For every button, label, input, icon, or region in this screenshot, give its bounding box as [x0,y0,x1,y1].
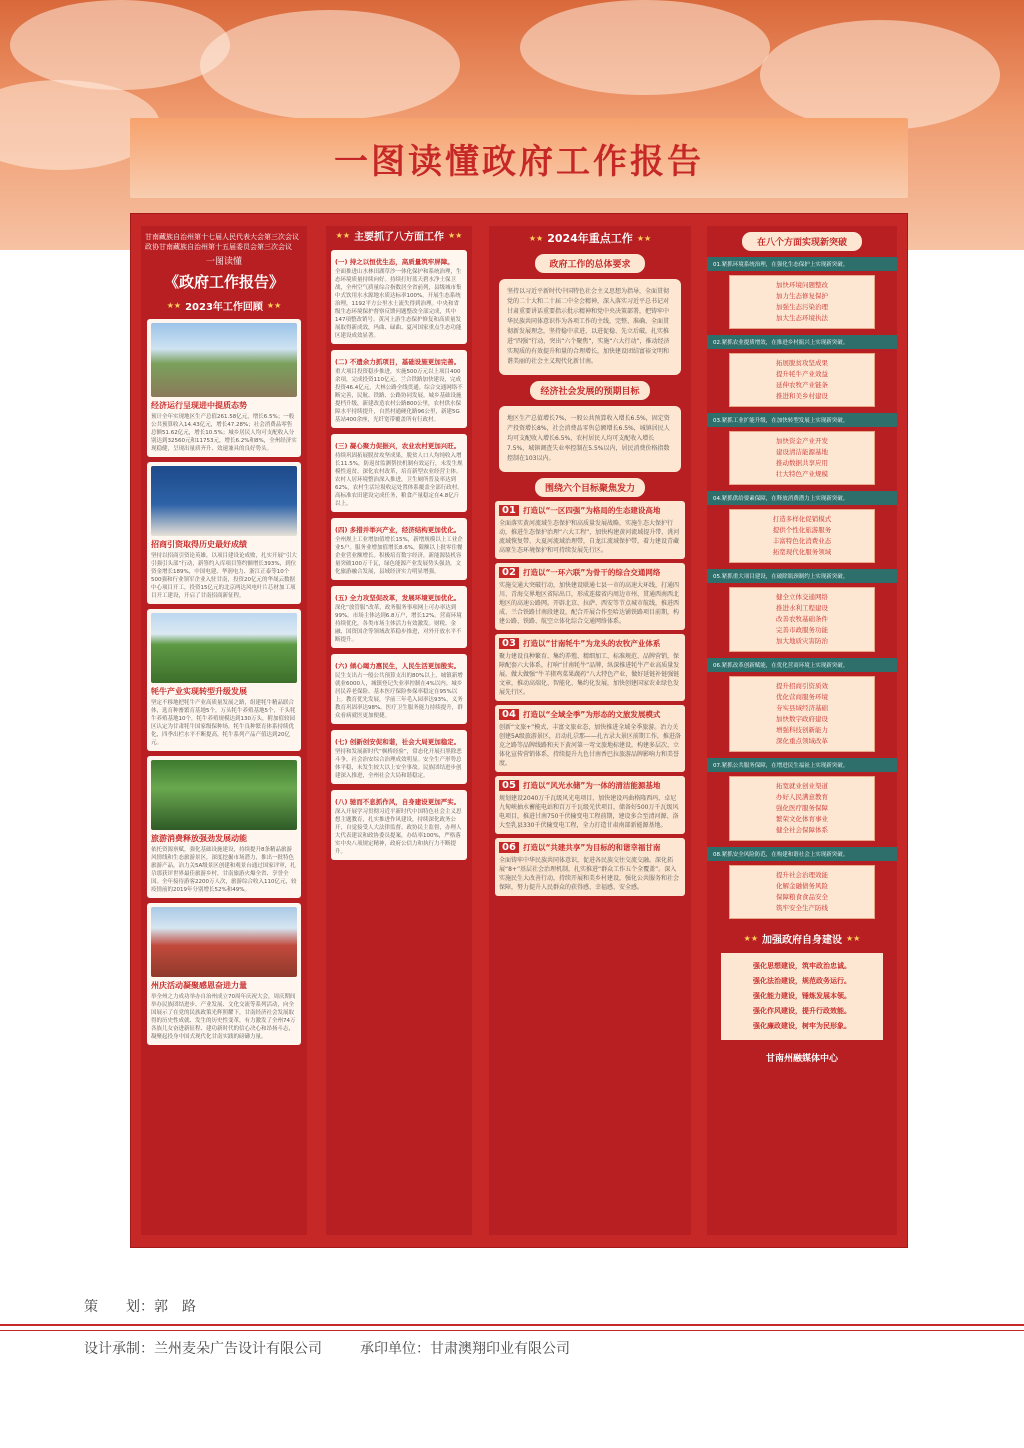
breakthrough-item: 丰富特色化消费业态 [772,537,832,545]
review-card-title: 经济运行呈现进中提质态势 [151,401,247,410]
breakthrough-item: 拓宽现代化服务领域 [772,548,832,556]
conference-logo [141,226,307,254]
report-name: 《政府工作报告》 [163,273,284,291]
review-card [147,462,301,604]
goal-number: 01 [499,505,519,516]
review-card-title: 招商引资取得历史最好成绩 [151,540,247,549]
breakthrough-item: 壮大特色产业规模 [776,470,828,478]
breakthrough-list [729,431,875,485]
breakthrough-item: 加强生态污染治理 [776,303,828,311]
goal-title-row [499,567,681,578]
work-card [331,730,467,784]
breakthrough-item: 办好人民满意教育 [776,793,828,801]
eight-works-column [326,226,472,1235]
targets-label: 经济社会发展的预期目标 [530,381,650,400]
breakthrough-item: 增强科技创新能力 [776,726,828,734]
self-build-item: 强化廉政建设，树牢为民形象。 [753,1022,851,1030]
goal-card [495,776,685,834]
breakthrough-list [729,353,875,407]
review-photo [151,323,297,397]
work-card-text: 坚持和发展新时代“枫桥经验”，常态化开展扫黑除恶斗争，社会治安综合治理成效明显。安全生产形势总体平稳，未发生较大以上安全事故。民族团结进步创建深入推进，全州社会大局和谐稳定。 [335,749,462,779]
breakthrough-list [729,676,875,752]
work-card [331,654,467,724]
work-card-title: (一) 持之以恒优生态，高质量筑牢屏障。 [335,258,454,266]
work-card-title: (三) 凝心聚力促振兴，农业农村更加兴旺。 [335,442,461,450]
breakthrough-item: 延伸农牧产业链条 [776,381,828,389]
review-photo [151,907,297,977]
self-build-item: 强化法治建设，规范政务运行。 [753,977,851,985]
breakthrough-area-label: 04.紧抓供给要素保障，在释放消费潜力上实现新突破。 [707,491,897,505]
goal-title: 打造以“一环六联”为骨干的综合交通网络 [523,568,661,577]
breakthrough-area-label: 05.紧抓重大项目建设，在破除瓶颈制约上实现新突破。 [707,569,897,583]
page-title: 一图读懂政府工作报告 [334,141,704,182]
breakthrough-item: 深化重点领域改革 [776,737,828,745]
eight-works-header: ★★ 主要抓了八方面工作 ★★ [335,230,463,243]
breakthrough-list [729,865,875,919]
review-card-title: 牦牛产业实现转型升级发展 [151,687,247,696]
work-card [331,790,467,860]
goal-text: 全面铸牢中华民族共同体意识，促进各民族交往交流交融。深化拓展“8+”基层社会治理机制，扎实推进“群众工作五个全覆盖”。深入实施民生大改善行动，持续开展和美乡村建设，强化公共服务和社会保障，努力提升人民群众的获得感、幸福感、安全感。 [499,857,680,891]
self-build-item: 强化思想建设，筑牢政治忠诚。 [753,962,851,970]
goal-title: 打造以“一区四强”为格局的生态建设高地 [523,506,661,515]
footer-divider-thin [0,1330,1024,1331]
breakthrough-item: 改善农牧基础条件 [776,615,828,623]
logo-line-2: 政协甘南藏族自治州第十五届委员会第三次会议 [145,243,292,251]
breakthrough-item: 加快环境问题整改 [776,281,828,289]
work-card [331,586,467,648]
printer-credit: 承印单位：甘肃澳翔印业有限公司 [360,1341,570,1357]
goal-number: 03 [499,638,519,649]
breakthrough-list [729,509,875,563]
goal-number: 04 [499,709,519,720]
work-card [331,350,467,428]
review-column [141,226,307,1235]
self-build-item: 强化作风建设，提升行政效能。 [753,1007,851,1015]
goal-card [495,563,685,630]
breakthrough-item: 打造多样化促销模式 [772,515,832,523]
key-work-column [489,226,691,1235]
breakthrough-item: 健全立体交通网络 [776,593,828,601]
breakthrough-item: 化解金融债务风险 [776,882,828,890]
breakthrough-item: 建设清洁能源基地 [776,448,828,456]
breakthrough-item: 推动数据共享应用 [776,459,828,467]
goal-number: 06 [499,842,519,853]
breakthrough-area-label: 08.紧抓安全风险防范，在构建和谐社会上实现新突破。 [707,847,897,861]
goal-number: 02 [499,567,519,578]
goal-title-row [499,709,681,720]
self-build-header: ★★ 加强政府自身建设 ★★ [743,933,861,946]
goal-text: 聚力建设良种繁育、集约养殖、精细加工、标准规范、品牌营销，保障配套六大体系，打响“甘南牦牛”品牌，纵深推进牦牛产业高质量发展。做大做强“牛羊猪鸡菜果蔬药”八大特色产业，做好延链补链强链文章，推动高端化、智能化、集约化发展，加快创建国家农业绿色发展先行区。 [499,653,680,696]
goal-title-row [499,638,681,649]
self-build-box [721,953,883,1040]
goal-text: 实施交通大突破行动，加快建设联通七县一市的高速大环线，打通四川、青海交界地区省际出口，形成连接省内周边市州、贯通西南西北地区的高速公路网。开辟北京、拉萨、西安等节点城市航线，推进西成、兰合铁路甘南段建设，配合开展合作至哈达铺铁路项目前期，构建公路、铁路、航空立体化综合交通网络体系。 [499,582,680,625]
review-photo [151,613,297,683]
breakthrough-header: 在八个方面实现新突破 [742,232,862,251]
key-work-header: ★★ 2024年重点工作 ★★ [528,232,652,245]
breakthrough-item: 加快资金产业开发 [776,437,828,445]
work-card-text: 全州规上工业增加值增长15%，新增规模以上工业企业5户。服务业增加值增长8.6%，限额以上批零住餐企业营业额增长。积极培育数字经济，新能源装机容量突破100万千瓦，绿色能源产业发展势头强劲，文化旅游融合发展，县域经济实力明显增强。 [335,537,463,575]
report-board [130,213,908,1248]
breakthrough-item: 健全社会保障体系 [776,826,828,834]
review-photo [151,466,297,536]
review-header: ★★ 2023年工作回顾 ★★ [166,300,282,313]
breakthrough-item: 提升社会治理效能 [776,871,828,879]
work-card-title: (五) 全力攻坚促改革，发展环境更加优化。 [335,594,461,602]
goal-title-row [499,505,681,516]
work-card-title: (六) 倾心竭力惠民生，人民生活更加殷实。 [335,662,461,670]
breakthrough-item: 拓宽就业创业渠道 [776,782,828,790]
goal-card [495,501,685,559]
review-card-text: 依托资源禀赋，强化基础设施建设，持续提升8条精品旅游风情线和生态旅游景区，深度挖掘市场潜力，推出一批特色旅游产品，冶力关5A级景区创建和观景台通过国家评审，扎尕那获评世界最佳旅游乡村，甘南旅游火爆全省、享誉全国。全年接待游客2200万人次，旅游综合收入110亿元，较疫情前的2019年分别增长52%和49%。 [151,847,297,893]
breakthrough-item: 繁荣文化体育事业 [776,815,828,823]
footer-divider [0,1324,1024,1326]
breakthrough-item: 加大地质灾害防治 [776,637,828,645]
work-card [331,518,467,580]
media-logo: 甘南州融媒体中心 [765,1053,838,1064]
breakthrough-item: 加大生态环境执法 [776,314,828,322]
breakthrough-item: 完善市政服务功能 [776,626,828,634]
label-small: 一图读懂 [205,257,242,267]
work-card-text: 深入开展学习贯彻习近平新时代中国特色社会主义思想主题教育，扎实推进作风建设，持续深化政务公开，自觉接受人大法律监督、政协民主监督，办理人大代表建议和政协委员提案，办结率100%，严格落实中央八项规定精神，政府公信力和执行力不断提升。 [335,809,462,855]
work-card-title: (七) 创新创安促和谐，社会大局更加稳定。 [335,738,461,746]
goal-title: 打造以“全域全季”为形态的文旅发展模式 [523,710,661,719]
breakthrough-item: 加快数字政府建设 [776,715,828,723]
review-photo [151,760,297,830]
self-build-item: 强化能力建设，锤炼发展本领。 [753,992,851,1000]
review-card [147,903,301,1045]
work-card-text: 重大项目投资稳步推进，实施500万元以上项目400余项，完成投资110亿元。兰合铁路加快建设，完成投资46.4亿元，大林公路全线贯通。综合交通网络不断完善，民航、铁路、公路协同发展。城乡基础设施提档升级，新建改造农村公路800公里，农村供水保障水平持续提升，自然村通硬化路96公里，新建5G基站400余座，光纤宽带覆盖所有行政村。 [335,369,463,423]
work-card [331,250,467,344]
goal-title: 打造以“共建共享”为目标的和谐幸福甘南 [523,843,661,852]
review-card [147,756,301,898]
review-card [147,609,301,751]
goal-text: 全面落实黄河流域生态保护和高质量发展战略，实施生态大保护行动，推进生态保护治理“六大工程”，加快构建黄河流域提升带、洮河流域恢复带、大夏河流域治理带，自龙江流域保护带，着力建设青藏高原生态环境保护和可持续发展先行区。 [499,520,680,554]
breakthrough-area-label: 01.紧抓环境系统治理，在强化生态保护上实现新突破。 [707,257,897,271]
review-card-title: 旅游消费释放强劲发展动能 [151,834,247,843]
breakthrough-item: 夯实县域经济基础 [776,704,828,712]
breakthrough-item: 推进和美乡村建设 [776,392,828,400]
review-card-text: 预计全年实现地区生产总值261.58亿元，增长6.5%；一般公共预算收入14.43亿元，增长47.28%；社会消费品零售总额51.62亿元，增长10.5%；城乡居民人均可支配收入分别达到32560元和11753元，增长6.2%和8%，全州经济实现稳健，呈现出量质齐升、效速兼具的良好势头。 [151,414,297,452]
breakthrough-item: 筑牢安全生产防线 [776,904,828,912]
goal-card [495,705,685,772]
work-card-title: (四) 多措并举兴产业，经济结构更加优化。 [335,526,461,534]
six-goals-label: 围绕六个目标聚焦发力 [535,478,645,497]
breakthrough-item: 加力生态修复保护 [776,292,828,300]
breakthrough-area-label: 06.紧抓改革创新赋能，在优化营商环境上实现新突破。 [707,658,897,672]
goal-text: 创新“文旅+”模式，丰富文旅业态，加快推进全域全季旅游。冶力关创建5A级旅游景区，启动扎尕那——扎古录大景区前期工作，推进洛克之路等品牌线路和天下黄河第一弯文旅地标建设，构建多层次、立体化宣传营销体系，持续提升九色甘南香巴拉旅游品牌影响力和美誉度。 [499,724,681,767]
work-card-text: 深化“放管服”改革，政务服务事项网上可办率达到99%。市场主体达到6.8万户，增长12%。营商环境持续优化，各类市场主体活力有效激发。财税、金融、国资国企等领域改革稳步推进，对外开放水平不断提升。 [335,605,462,643]
goal-title-row [499,780,681,791]
goal-card [495,634,685,701]
breakthrough-item: 提升招商引资质效 [776,682,828,690]
work-card-text: 民生支出占一般公共预算支出的80%以上，城镇新增就业6000人，城镇登记失业率控制在4%以内。城乡居民养老保险、基本医疗保险参保率稳定在95%以上。教育优先发展，学前三年毛入园率达93%，义务教育巩固率达98%。医疗卫生服务能力持续提升，群众看病就医更加便捷。 [335,673,463,719]
breakthrough-area-label: 03.紧抓工业扩能升级，在加快转型发展上实现新突破。 [707,413,897,427]
overall-req-box: 坚持以习近平新时代中国特色社会主义思想为指导，全面贯彻党的二十大和二十届二中全会精神，深入落实习近平总书记对甘肃重要讲话重要指示批示精神和党中央决策部署，把铸牢中华民族共同体意识作为各项工作的主线，完整、准确、全面贯彻新发展理念，坚持稳中求进、以进促稳、先立后破，扎实推进“四强”行动，突出“六个聚焦”，实施“六大行动”，推动经济实现质的有效提升和量的合理增长，加快建设团结富裕文明和谐美丽的社会主义现代化新甘南。 [499,279,681,375]
work-card-text: 全面推进山水林田湖草沙一体化保护和系统治理，生态环境质量持续向好。持续打好蓝天碧水净土保卫战，全州空气质量综合指数居全省前列，县级城市集中式饮用水水源地水质达标率100%。开展生态系统治理，1192平方公里水土流失得到治理。中央和省级生态环境保护督察反馈问题整改全部完成，其中147项整改销号。黄河上游生态保护修复和高质量发展取得新成效，玛曲、碌曲、夏河国家重点生态功能区建设成效显著。 [335,269,462,339]
targets-box: 地区生产总值增长7%，一般公共预算收入增长6.5%，固定资产投资增长8%，社会消费品零售总额增长6.5%，城镇居民人均可支配收入增长6.5%，农村居民人均可支配收入增长7.5%，城镇调查失业率控制在5.5%以内，居民消费价格指数控制在103以内。 [499,406,681,472]
goal-number: 05 [499,780,519,791]
overall-req-label: 政府工作的总体要求 [535,254,645,273]
logo-line-1: 甘南藏族自治州第十七届人民代表大会第三次会议 [145,233,299,241]
breakthrough-item: 优化营商服务环境 [776,693,828,701]
goal-title-row [499,842,681,853]
goal-title: 打造以“甘南牦牛”为龙头的农牧产业体系 [523,639,661,648]
goal-title: 打造以“风光水储”为一体的清洁能源基地 [523,781,661,790]
work-card-title: (八) 驰而不息抓作风，自身建设更加严实。 [335,798,461,806]
planner-credit: 策 划：郭 路 [84,1299,196,1315]
review-card [147,319,301,457]
breakthrough-item: 保障粮食食品安全 [776,893,828,901]
breakthrough-list [729,275,875,329]
breakthrough-item: 提升牦牛产业效益 [776,370,828,378]
breakthrough-list [729,587,875,652]
goal-text: 规划建设2040万千瓦级风光电项目，加快建设玛曲格隆西玛、卓尼九甸峡抽水蓄能电站和百万千瓦级光伏项目，储备好500万千瓦级风电项目，推进甘南750千伏输变电工程前期，建设多合至清河源、洛大至乳县330千伏输变电工程，全力打造甘肃南部新能源基地。 [499,795,679,829]
breakthrough-item: 拓展脱贫攻坚成果 [776,359,828,367]
breakthrough-area-label: 02.紧抓农业提质增效，在推进乡村振兴上实现新突破。 [707,335,897,349]
designer-credit: 设计承制：兰州麦朵广告设计有限公司 [84,1341,322,1357]
review-card-text: 举全州之力成功举办自治州成立70周年庆祝大会，周庆期间举办民族团结进步、产业发展、文化交流等系列活动，向全国展示了在党的民族政策光辉照耀下，甘南经济社会发展取得的历史性成就、发生的历史性变革，有力激发了全州74万各族儿女奋进新征程、建功新时代的信心决心和昂扬斗志，凝聚起投身中国式现代化甘南实践的磅礴力量。 [151,994,296,1040]
work-card-title: (二) 不遗余力抓项目，基础设施更加完善。 [335,358,461,366]
breakthrough-item: 推进水利工程建设 [776,604,828,612]
review-card-text: 坚持以招商引资论英雄，以项目建设论成败，扎实开展“引大引强引头部”行动，新签约入库项目签约额增长393%，到位资金增长189%，中国电建、华润电力、浙江正泰等10个500强和行业领军企业入驻甘南，投资20亿元的华晟云数据中心项目开工，投资15亿元的北京两达风电叶片芯材加工项目开工建设，开启了甘南招商新征程。 [151,553,297,599]
breakthrough-column [707,226,897,1235]
breakthrough-area-label: 07.紧抓公共服务保障，在增进民生福祉上实现新突破。 [707,758,897,772]
goal-card [495,838,685,896]
review-card-title: 州庆活动凝聚感恩奋进力量 [151,981,247,990]
review-card-text: 坚定不移地把牦牛产业高质量发展之路，组建牦牛精品联合体，选育种畜繁育基地5个，万头牦牛养殖基地5个，千头牦牛养殖基地10个，牦牛养殖规模达到130万头，附加值较园区认定为甘肃牦牛国家级保种场，牦牛良种繁育体系持续优化，四季出栏水平不断提高，牦牛系列产品产值达到20亿元。 [151,700,296,746]
breakthrough-list [729,776,875,841]
work-card-text: 持续巩固拓展脱贫攻坚成果，脱贫人口人均纯收入增长11.5%，防返贫监测帮扶机制有效运行，未发生规模性返贫。深化农村改革，培育新型农业经营主体。农村人居环境整治深入推进，卫生厕所普及率达到62%，农村生活垃圾收运处置体系覆盖全部行政村。高标准农田建设完成任务，粮食产量稳定在4.8亿斤以上。 [335,453,463,507]
breakthrough-item: 提供个性化旅游服务 [772,526,832,534]
title-banner [130,118,908,198]
work-card [331,434,467,512]
breakthrough-item: 强化医疗服务保障 [776,804,828,812]
